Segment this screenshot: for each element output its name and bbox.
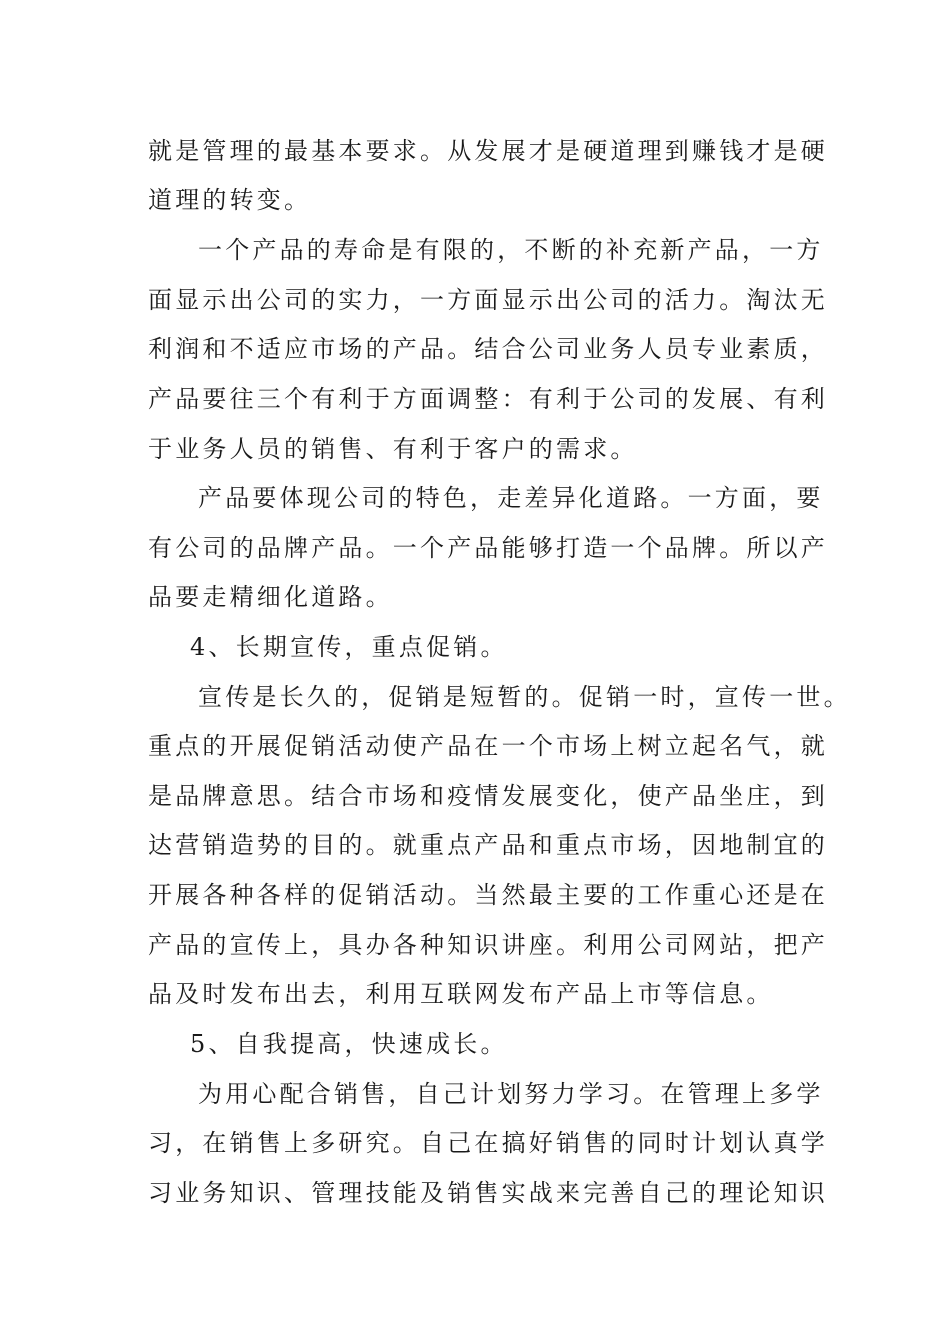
paragraph-first-line: 产品要体现公司的特色，走差异化道路。一方面，要 [198,484,824,512]
text-line: 产品的宣传上，具办各种知识讲座。利用公司网站，把产 [148,931,828,959]
text-line: 开展各种各样的促销活动。当然最主要的工作重心还是在 [148,881,828,909]
text-line: 面显示出公司的实力，一方面显示出公司的活力。淘汰无 [148,286,828,314]
text-line: 习业务知识、管理技能及销售实战来完善自己的理论知识 [148,1179,828,1207]
text-line: 于业务人员的销售、有利于客户的需求。 [148,435,638,463]
text-line: 道理的转变。 [148,186,312,214]
paragraph-first-line: 宣传是长久的，促销是短暂的。促销一时，宣传一世。 [198,683,851,711]
text-line: 利润和不适应市场的产品。结合公司业务人员专业素质， [148,335,828,363]
section-heading: 5、自我提高，快速成长。 [190,1030,508,1058]
section-heading: 4、长期宣传，重点促销。 [190,633,508,661]
text-line: 重点的开展促销活动使产品在一个市场上树立起名气，就 [148,732,828,760]
text-line: 习，在销售上多研究。自己在搞好销售的同时计划认真学 [148,1129,828,1157]
text-line: 有公司的品牌产品。一个产品能够打造一个品牌。所以产 [148,534,828,562]
text-line: 就是管理的最基本要求。从发展才是硬道理到赚钱才是硬 [148,137,828,165]
text-line: 品要走精细化道路。 [148,583,393,611]
text-line: 产品要往三个有利于方面调整：有利于公司的发展、有利 [148,385,828,413]
paragraph-first-line: 为用心配合销售，自己计划努力学习。在管理上多学 [198,1080,824,1108]
text-line: 是品牌意思。结合市场和疫情发展变化，使产品坐庄，到 [148,782,828,810]
text-line: 达营销造势的目的。就重点产品和重点市场，因地制宜的 [148,831,828,859]
paragraph-first-line: 一个产品的寿命是有限的，不断的补充新产品，一方 [198,236,824,264]
text-line: 品及时发布出去，利用互联网发布产品上市等信息。 [148,980,774,1008]
